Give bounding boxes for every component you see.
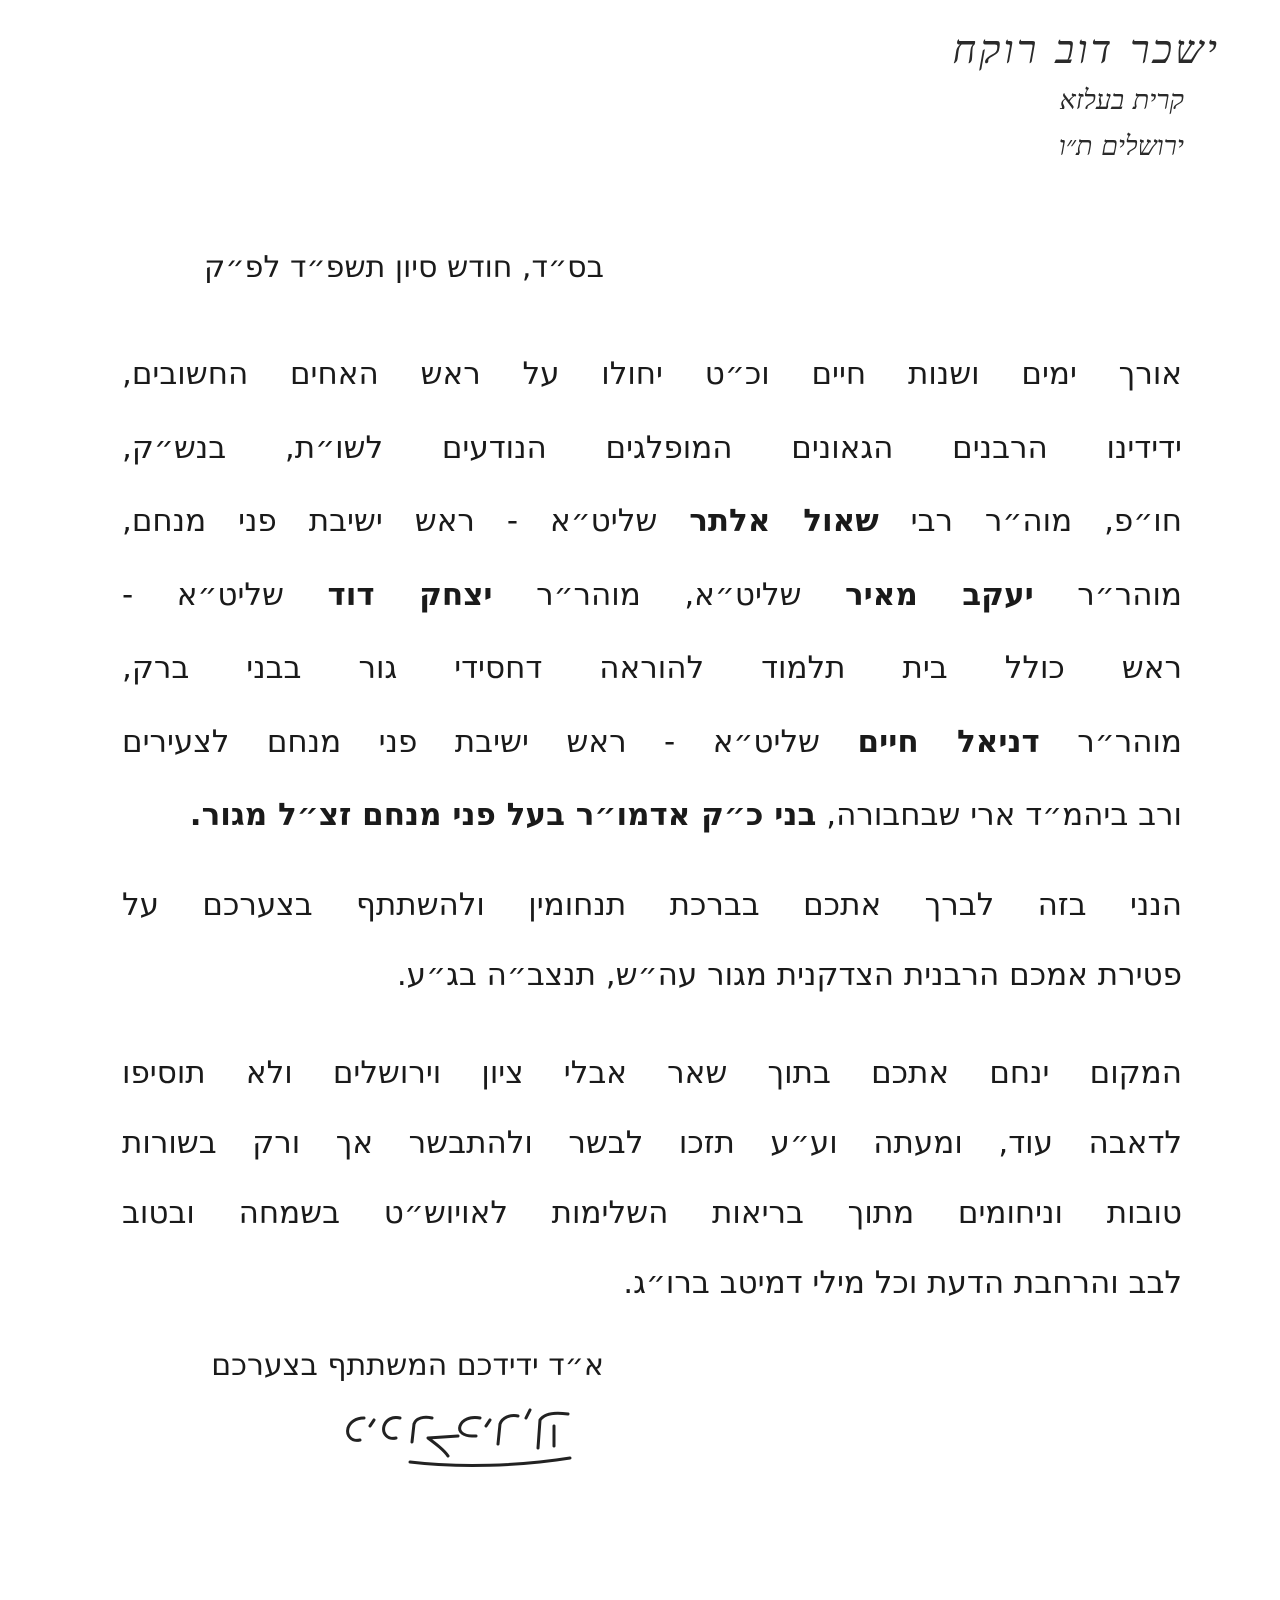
text-run: שליט״א - ראש ישיבת פני מנחם לצעירים (122, 723, 858, 760)
blessing-line: המקום ינחם אתכם בתוך שאר אבלי ציון וירושלים ולא תוסיפו (122, 1055, 1182, 1091)
text-run: ורב ביהמ״ד ארי שבחבורה, (816, 797, 1182, 833)
bold-name: דניאל חיים (857, 723, 1040, 760)
text-run: שליט״א - ראש ישיבת פני מנחם, (122, 503, 690, 539)
handwritten-signature (340, 1396, 580, 1476)
address-line (122, 485, 1182, 559)
address-line (122, 559, 1182, 633)
closing-line: א״ד ידידכם המשתתף בצערכם (211, 1348, 604, 1383)
blessing-line: לדאבה עוד, ומעתה וע״ע תזכו לבשר ולהתבשר אך ורק בשורות (122, 1125, 1182, 1161)
text-run: חו״פ, מוה״ר רבי (878, 503, 1182, 539)
bold-name: שאול אלתר (689, 503, 879, 539)
address-paragraph (122, 338, 1182, 853)
condolence-paragraph (122, 870, 1182, 1010)
text-run: מוהר״ר (1033, 576, 1182, 613)
text-run: מוהר״ר (1039, 723, 1182, 760)
bold-name: יעקב מאיר (845, 576, 1034, 613)
address-line: אורך ימים ושנות חיים וכ״ט יחולו על ראש האחים החשובים, (122, 356, 1182, 392)
letterhead-name: ישכר דוב רוקח (952, 27, 1220, 73)
letterhead-location: קרית בעלזא (1059, 85, 1184, 116)
letterhead-city: ירושלים ת״ו (1058, 131, 1184, 162)
letterhead (800, 22, 1220, 170)
address-line (122, 706, 1182, 780)
blessing-line: לבב והרחבת הדעת וכל מילי דמיטב ברו״ג. (623, 1265, 1182, 1301)
bold-name: יצחק דוד (327, 576, 493, 613)
condolence-line: פטירת אמכם הרבנית הצדקנית מגור עה״ש, תנצב״ה בג״ע. (396, 957, 1182, 993)
text-run: שליט״א - (122, 576, 328, 613)
bold-text: בני כ״ק אדמו״ר בעל פני מנחם זצ״ל מגור. (189, 797, 817, 833)
address-line: ידידינו הרבנים הגאונים המופלגים הנודעים לשו״ת, בנש״ק, (122, 429, 1182, 466)
blessing-line: טובות וניחומים מתוך בריאות השלימות לאויוש״ט בשמחה ובטוב (122, 1195, 1182, 1231)
date-line: בס״ד, חודש סיון תשפ״ד לפ״ק (204, 250, 604, 285)
condolence-line: הנני בזה לברך אתכם בברכת תנחומין ולהשתתף בצערכם על (122, 887, 1182, 923)
text-run: שליט״א, מוהר״ר (492, 576, 845, 613)
address-line (122, 779, 1182, 853)
blessing-paragraph (122, 1038, 1182, 1318)
address-line: ראש כולל בית תלמוד להוראה דחסידי גור בבני ברק, (122, 650, 1182, 686)
